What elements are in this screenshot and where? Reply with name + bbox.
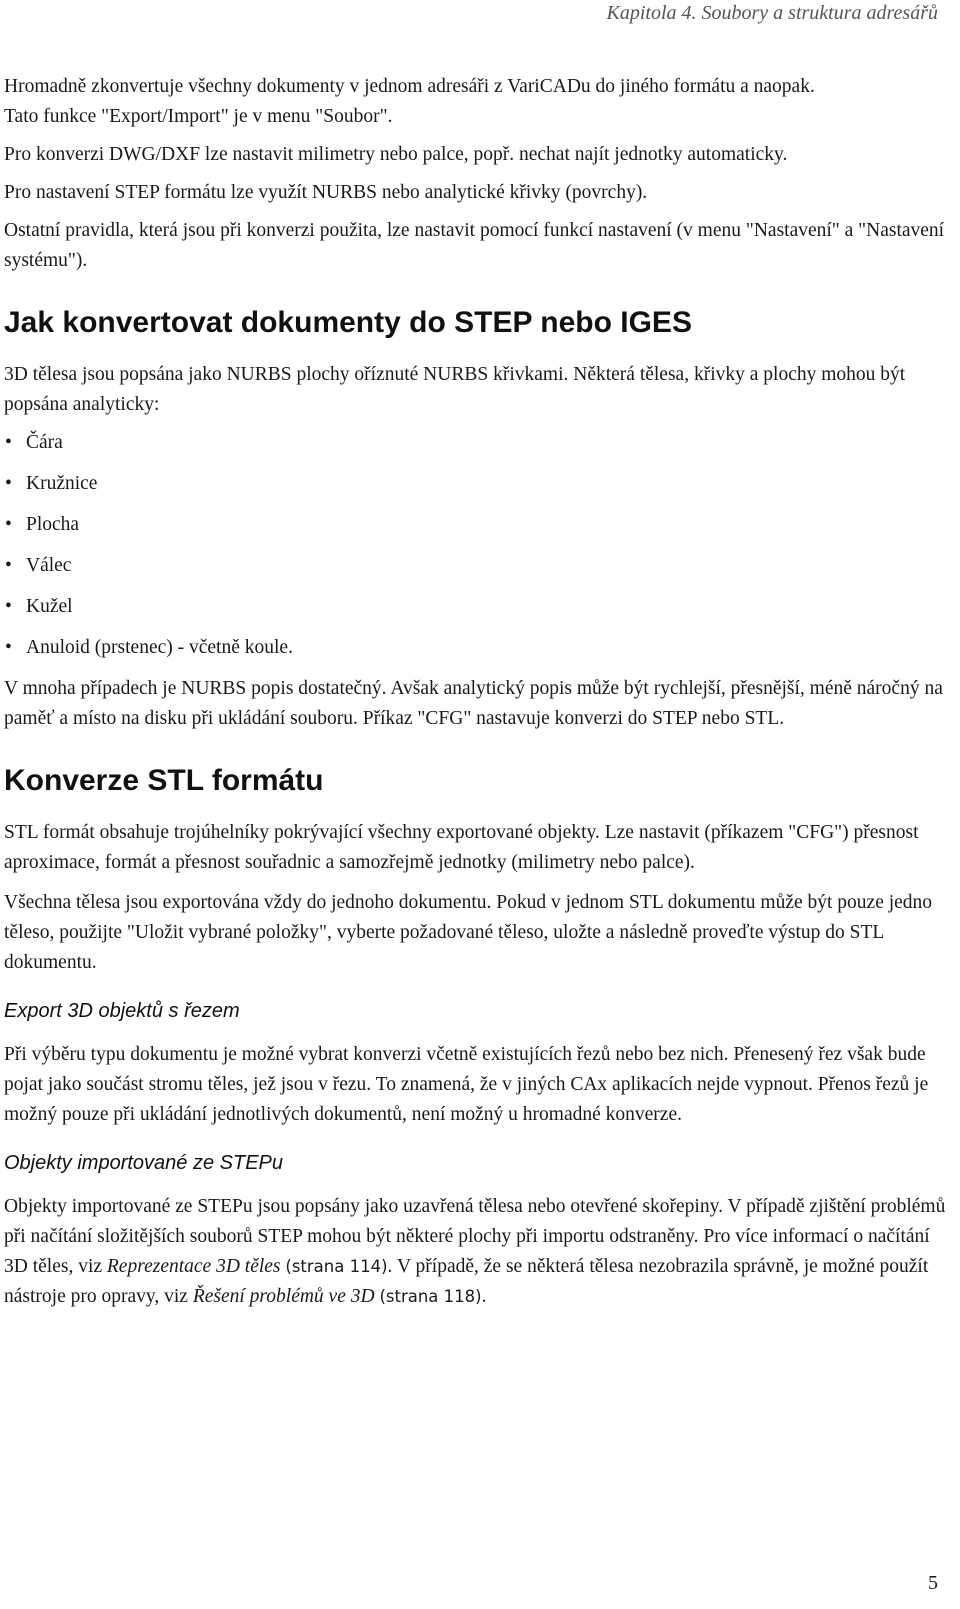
xref-link-3d-representation[interactable]: Reprezentace 3D těles (strana 114) bbox=[106, 1256, 388, 1277]
heading-step-iges: Jak konvertovat dokumenty do STEP nebo IGES bbox=[4, 306, 692, 339]
bullet-icon: • bbox=[5, 637, 12, 658]
list-item: • Plocha bbox=[4, 510, 950, 540]
step-iges-paragraph-1: 3D tělesa jsou popsána jako NURBS plochy oříznuté NURBS křivkami. Některá tělesa, křivky a plochy mohou být popsána analyticky: bbox=[4, 364, 906, 415]
bullet-icon: • bbox=[5, 432, 12, 453]
bullet-icon: • bbox=[5, 555, 12, 576]
list-item: • Čára bbox=[4, 428, 950, 458]
step-iges-paragraph-2: V mnoha případech je NURBS popis dostatečný. Avšak analytický popis může být rychlejší, přesnější, méně náročný na paměť a místo na disku při ukládání souboru. Příkaz "CFG" nastavuje konverzi do STEP nebo STL. bbox=[4, 678, 943, 729]
list-item: • Kužel bbox=[4, 592, 950, 622]
intro-paragraph bbox=[4, 72, 950, 132]
heading-export-3d-sections: Export 3D objektů s řezem bbox=[4, 1000, 240, 1022]
conversion-rules-paragraph: Ostatní pravidla, která jsou při konverzi použita, lze nastavit pomocí funkcí nastavení (v menu "Nastavení" a "Nastavení systému"). bbox=[4, 220, 945, 271]
export-3d-paragraph: Při výběru typu dokumentu je možné vybrat konverzi včetně existujících řezů nebo bez nich. Přenesený řez však bude pojat jako součást stromu těles, jež jsou v řezu. To znamená, že v jiných CAx aplikacích nejde vypnout. Přenos řezů je možný pouze při ukládání jednotlivých dokumentů, není možný u hromadné konverze. bbox=[4, 1044, 929, 1125]
xref-link-3d-troubleshooting[interactable]: Řešení problémů ve 3D (strana 118) bbox=[192, 1286, 482, 1307]
intro-line-1: Hromadně zkonvertuje všechny dokumenty v jednom adresáři z VariCADu do jiného formátu a naopak. bbox=[4, 76, 815, 97]
intro-line-2: Tato funkce "Export/Import" je v menu "Soubor". bbox=[4, 106, 393, 127]
heading-imported-step-objects: Objekty importované ze STEPu bbox=[4, 1152, 284, 1174]
step-format-paragraph: Pro nastavení STEP formátu lze využít NURBS nebo analytické křivky (povrchy). bbox=[4, 182, 648, 203]
analytic-entities-list bbox=[4, 428, 950, 663]
bullet-icon: • bbox=[5, 473, 12, 494]
page-number: 5 bbox=[928, 1572, 938, 1594]
list-item: • Anuloid (prstenec) - včetně koule. bbox=[4, 633, 950, 663]
dwg-units-paragraph: Pro konverzi DWG/DXF lze nastavit milimetry nebo palce, popř. nechat najít jednotky automaticky. bbox=[4, 144, 788, 165]
import-step-paragraph: Objekty importované ze STEPu jsou popsány jako uzavřená tělesa nebo otevřené skořepiny. V případě zjištění problémů při načítání složitějších souborů STEP mohou být některé plochy při importu odstraněny. Pro více informací o načítání 3D těles, viz Reprezentace 3D těles (strana 114). V případě, že se některá tělesa nezobrazila správně, je možné použít nástroje pro opravy, viz Řešení problémů ve 3D (strana 118). bbox=[4, 1196, 946, 1307]
document-body bbox=[4, 72, 950, 1322]
bullet-icon: • bbox=[5, 514, 12, 535]
list-item: • Válec bbox=[4, 551, 950, 581]
stl-paragraph-2: Všechna tělesa jsou exportována vždy do jednoho dokumentu. Pokud v jednom STL dokumentu může být pouze jedno těleso, použijte "Uložit vybrané položky", vyberte požadované těleso, uložte a následně proveďte výstup do STL dokumentu. bbox=[4, 892, 933, 973]
heading-stl-conversion: Konverze STL formátu bbox=[4, 764, 324, 797]
running-header: Kapitola 4. Soubory a struktura adresářů bbox=[606, 2, 938, 24]
bullet-icon: • bbox=[5, 596, 12, 617]
list-item: • Kružnice bbox=[4, 469, 950, 499]
stl-paragraph-1: STL formát obsahuje trojúhelníky pokrývající všechny exportované objekty. Lze nastavit (příkazem "CFG") přesnost aproximace, formát a přesnost souřadnic a samozřejmě jednotky (milimetry nebo palce). bbox=[4, 822, 919, 873]
